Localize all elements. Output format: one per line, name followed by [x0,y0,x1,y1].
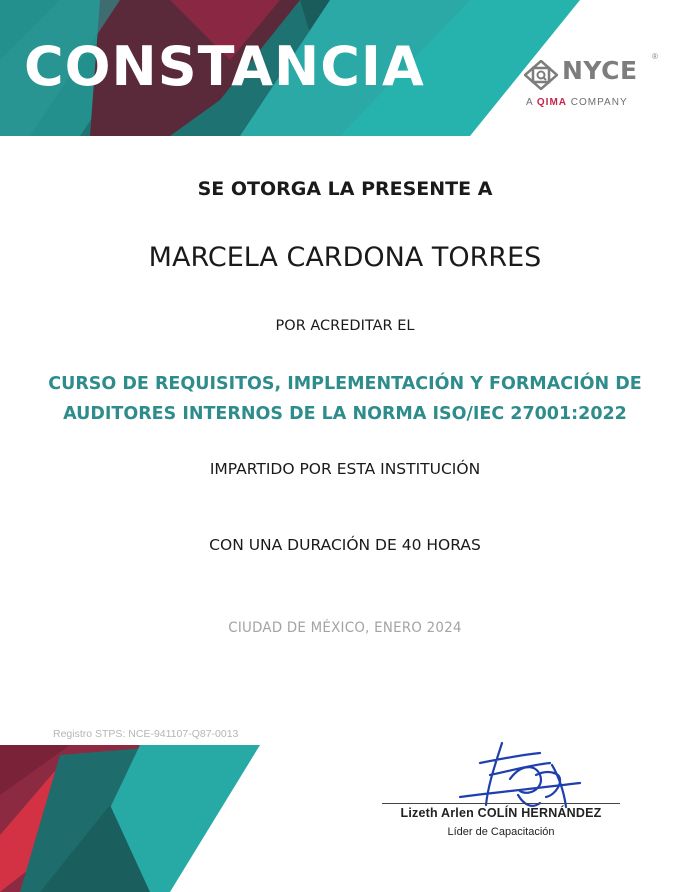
signer-name: Lizeth Arlen COLÍN HERNÁNDEZ [400,806,602,820]
nyce-logo [524,52,664,110]
logo-text: NYCE [562,56,638,85]
logo-tagline: A QIMA COMPANY [526,97,628,108]
award-intro: SE OTORGA LA PRESENTE A [197,178,493,200]
stps-registry: Registro STPS: NCE-941107-Q87-0013 [53,728,239,740]
signer-role: Líder de Capacitación [447,826,555,838]
registered-mark: ® [652,52,658,61]
course-title [0,369,690,429]
duration-line: CON UNA DURACIÓN DE 40 HORAS [209,536,481,554]
certificate-title: CONSTANCIA [24,35,425,98]
recipient-name: MARCELA CARDONA TORRES [148,242,542,273]
course-title-line-2: AUDITORES INTERNOS DE LA NORMA ISO/IEC 27001:2022 [63,404,627,424]
footer-decoration [0,745,280,892]
accreditation-intro: POR ACREDITAR EL [275,318,415,334]
course-title-line-1: CURSO DE REQUISITOS, IMPLEMENTACIÓN Y FORMACIÓN DE [48,374,642,394]
qima-icon [524,60,558,90]
place-date: CIUDAD DE MÉXICO, ENERO 2024 [228,620,462,636]
institution-line: IMPARTIDO POR ESTA INSTITUCIÓN [209,460,481,478]
signature-line [382,803,620,804]
footer-shapes [0,745,280,892]
